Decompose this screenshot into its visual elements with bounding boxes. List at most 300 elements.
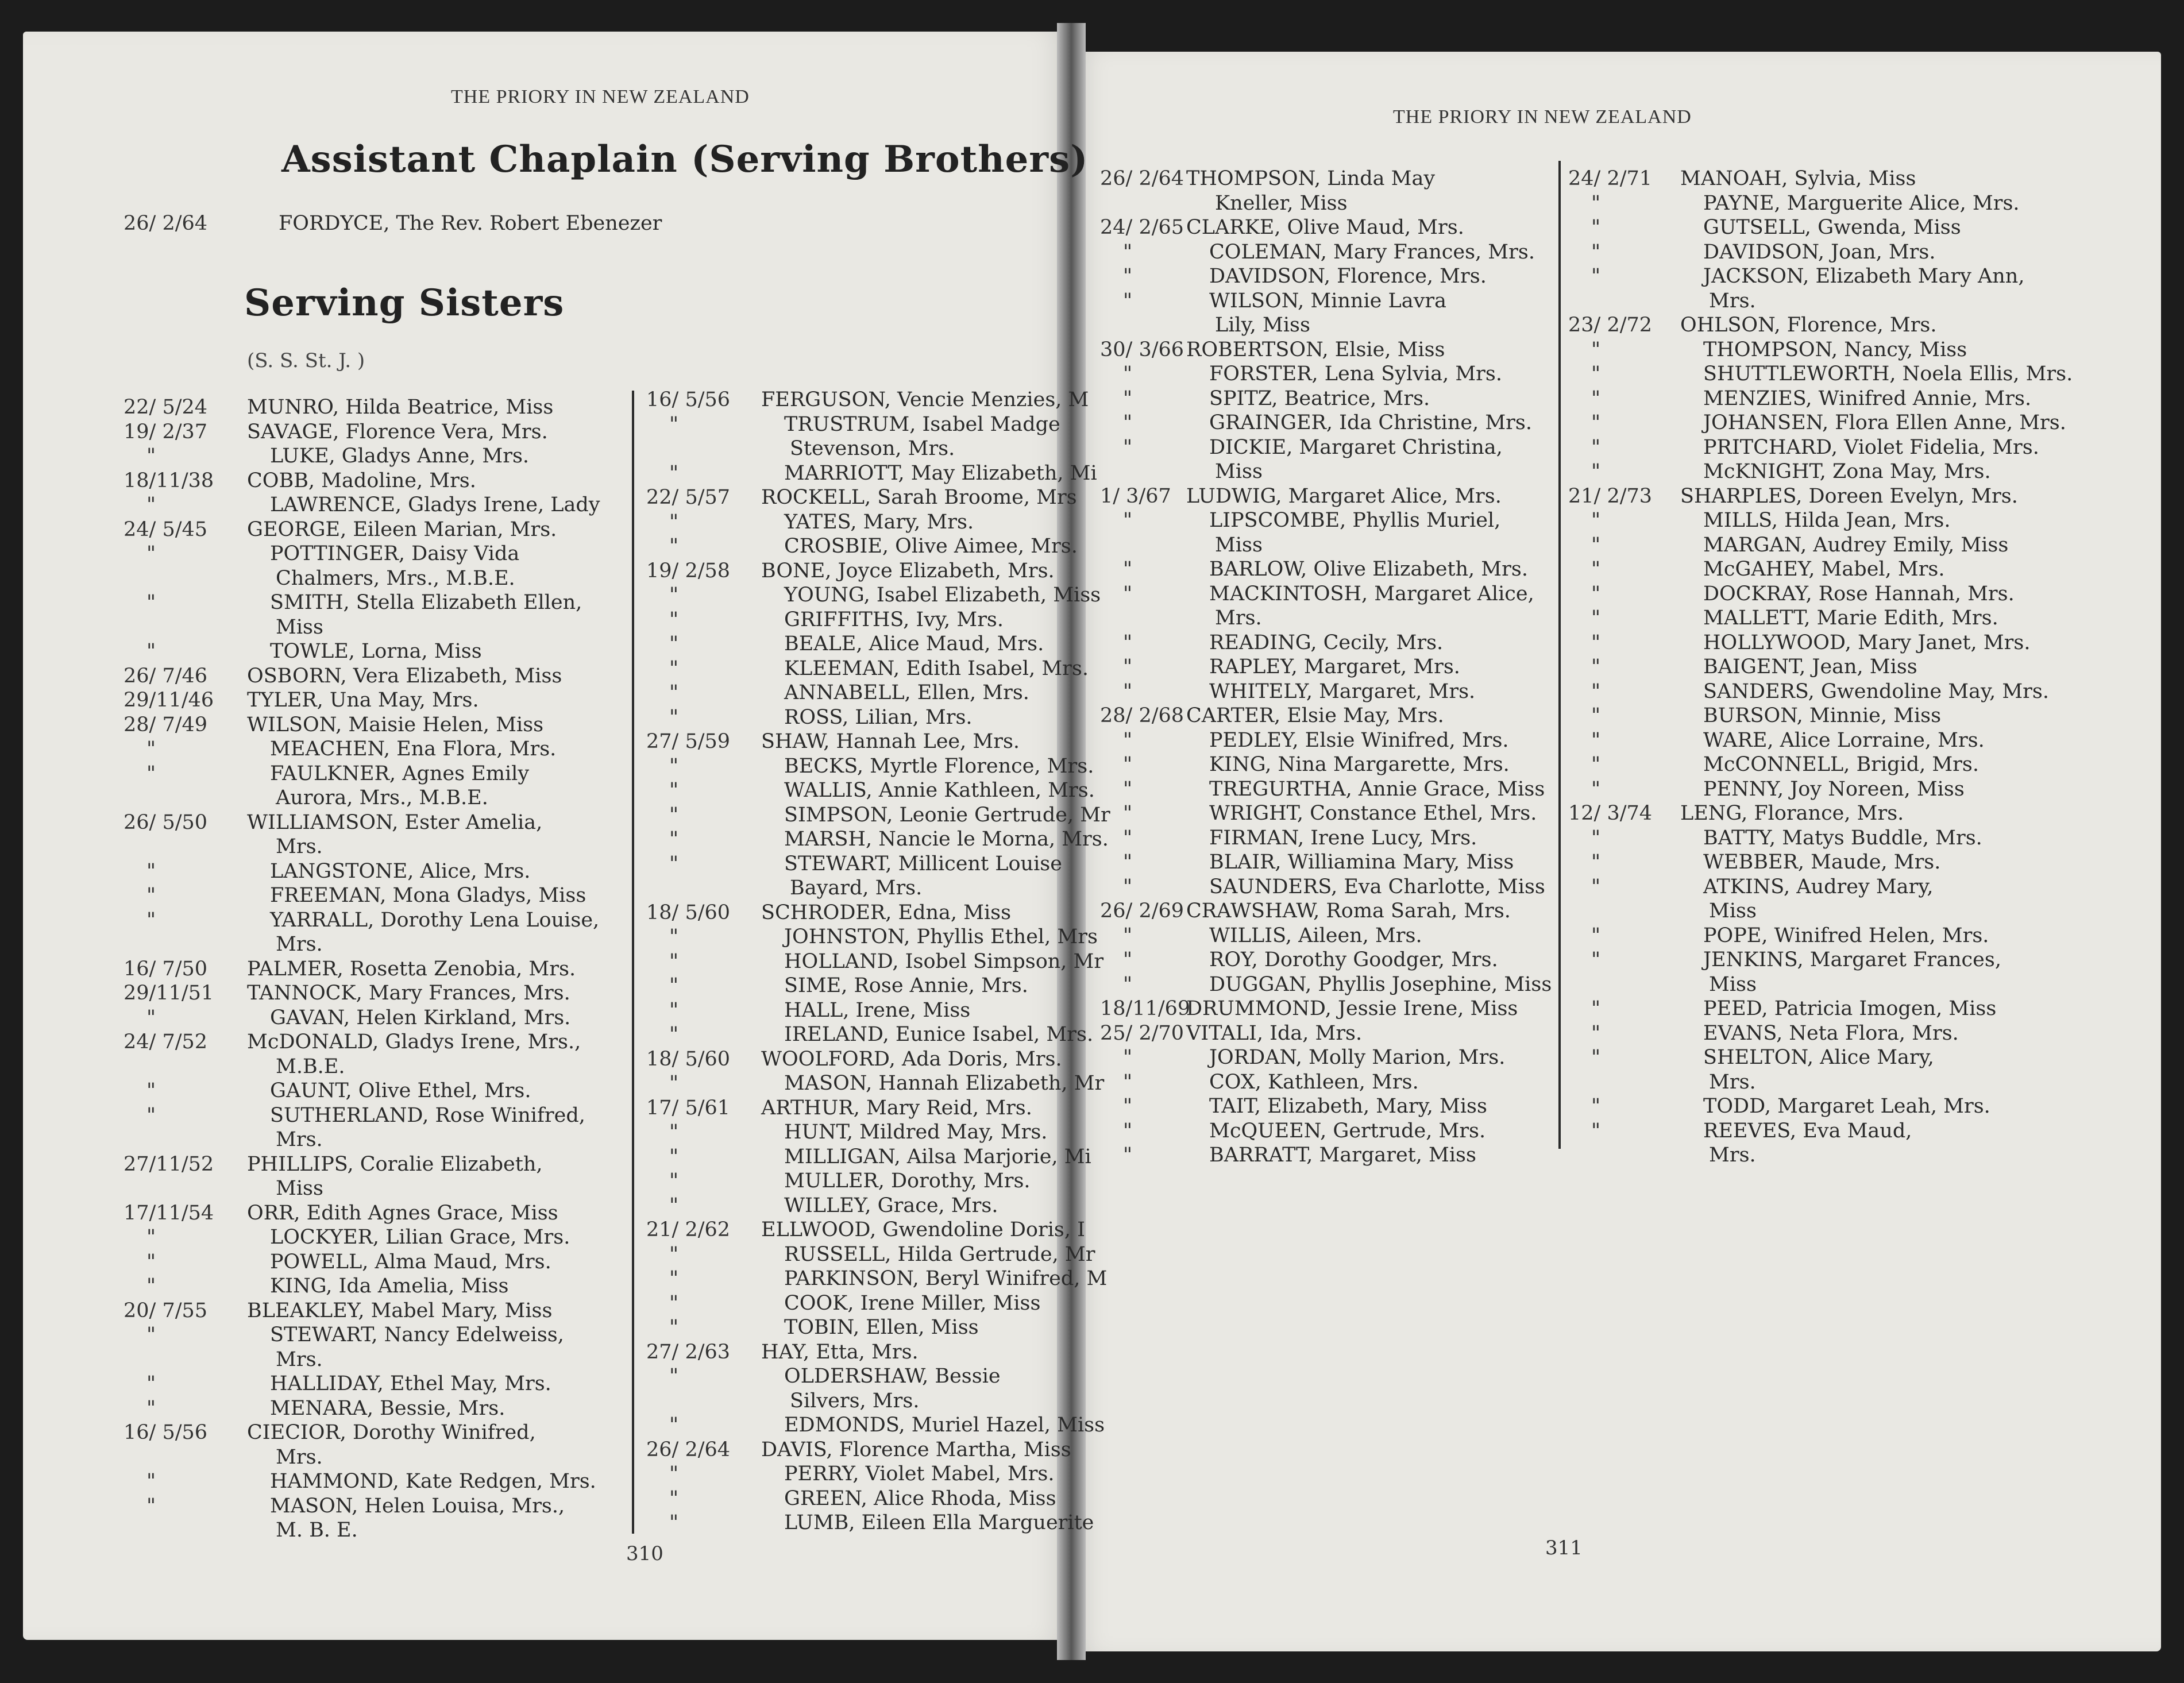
entry-name: PENNY, Joy Noreen, Miss — [1703, 777, 1965, 801]
list-item — [124, 859, 612, 884]
list-item — [1568, 728, 2148, 753]
entry-date: " — [1591, 191, 1601, 215]
entry-date: " — [1123, 875, 1133, 898]
list-item — [1100, 631, 1565, 655]
list-item — [646, 852, 1066, 877]
entry-date: " — [1123, 435, 1133, 459]
entry-date: " — [1591, 607, 1601, 630]
entry-name: DOCKRAY, Rose Hannah, Mrs. — [1703, 582, 2015, 605]
entry-date: 26/ 2/64 — [646, 1438, 731, 1461]
entry-date: " — [1591, 362, 1601, 385]
entry-name: IRELAND, Eunice Isabel, Mrs. — [784, 1023, 1094, 1046]
entry-name: WILSON, Minnie Lavra — [1209, 289, 1446, 312]
entry-name: Chalmers, Mrs., M.B.E. — [276, 566, 515, 590]
entry-name: JACKSON, Elizabeth Mary Ann, — [1703, 265, 2025, 288]
entry-date: 27/11/52 — [124, 1152, 214, 1176]
list-item — [1568, 997, 2148, 1021]
list-item — [124, 688, 612, 713]
left-column-2 — [646, 388, 1110, 1535]
entry-date: " — [669, 974, 679, 997]
entry-name: Mrs. — [276, 1445, 323, 1469]
entry-name: SAUNDERS, Eva Charlotte, Miss — [1209, 875, 1545, 898]
entry-date: " — [669, 1145, 679, 1168]
list-item — [1100, 240, 1565, 265]
list-item — [124, 1055, 612, 1079]
entry-date: " — [146, 1103, 156, 1127]
entry-name: SAVAGE, Florence Vera, Mrs. — [247, 420, 548, 443]
entry-name: Aurora, Mrs., M.B.E. — [276, 786, 488, 809]
list-item — [124, 469, 612, 493]
entry-name: MANOAH, Sylvia, Miss — [1680, 167, 1916, 190]
list-item — [1100, 924, 1565, 948]
list-item — [1568, 264, 2148, 289]
entry-name: TREGURTHA, Annie Grace, Miss — [1209, 777, 1545, 801]
entry-name: WILLIS, Aileen, Mrs. — [1209, 924, 1422, 947]
entry-date: 26/ 2/64 — [1100, 167, 1184, 190]
entry-date: 24/ 5/45 — [124, 518, 208, 541]
list-item — [1100, 289, 1565, 314]
entry-date: " — [1591, 338, 1601, 361]
entry-name: Miss — [1709, 972, 1757, 996]
list-item — [124, 1494, 612, 1519]
list-item — [124, 908, 612, 933]
column-rule — [632, 391, 634, 1534]
entry-name: YARRALL, Dorothy Lena Louise, — [270, 908, 600, 932]
entry-date: " — [146, 591, 156, 614]
entry-name: DAVIDSON, Joan, Mrs. — [1703, 240, 1936, 264]
entry-name: HOLLAND, Isobel Simpson, Mr — [784, 949, 1104, 973]
entry-name: POTTINGER, Daisy Vida — [270, 542, 520, 565]
entry-name: GRIFFITHS, Ivy, Mrs. — [784, 608, 1004, 631]
list-item — [1568, 1143, 2148, 1168]
entry-date: 16/ 5/56 — [124, 1421, 208, 1444]
entry-name: COBB, Madoline, Mrs. — [247, 469, 476, 492]
list-item — [124, 420, 612, 445]
entry-name: ROBERTSON, Elsie, Miss — [1186, 338, 1445, 361]
list-item — [646, 510, 1066, 535]
entry-name: TOBIN, Ellen, Miss — [784, 1316, 979, 1339]
entry-date: 28/ 7/49 — [124, 713, 208, 736]
entry-name: BATTY, Matys Buddle, Mrs. — [1703, 826, 1982, 850]
entry-name: COX, Kathleen, Mrs. — [1209, 1070, 1419, 1094]
entry-date — [1568, 1070, 1680, 1095]
list-item — [124, 1250, 612, 1275]
list-item — [1568, 826, 2148, 851]
list-item — [1100, 972, 1565, 997]
entry-name: Stevenson, Mrs. — [790, 437, 955, 460]
list-item — [1568, 777, 2148, 802]
entry-name: PHILLIPS, Coralie Elizabeth, — [247, 1152, 543, 1176]
entry-date: " — [1123, 509, 1133, 532]
list-item — [1568, 655, 2148, 680]
entry-date — [124, 1348, 247, 1372]
list-item — [124, 1006, 612, 1030]
entry-name: DRUMMOND, Jessie Irene, Miss — [1186, 997, 1518, 1020]
entry-name: SHUTTLEWORTH, Noela Ellis, Mrs. — [1703, 362, 2073, 385]
entry-date — [1100, 313, 1186, 338]
page-number-left: 310 — [626, 1542, 663, 1565]
list-item — [124, 1128, 612, 1152]
entry-date: 18/11/38 — [124, 469, 214, 492]
entry-name: FERGUSON, Vencie Menzies, M — [761, 388, 1089, 411]
list-item — [646, 1438, 1071, 1462]
list-item — [646, 827, 1109, 852]
list-item — [646, 412, 1066, 437]
entry-date — [1568, 899, 1680, 924]
entry-name: LOCKYER, Lilian Grace, Mrs. — [270, 1226, 570, 1249]
entry-date: " — [669, 584, 679, 607]
entry-date: " — [669, 535, 679, 558]
entry-name: EDMONDS, Muriel Hazel, Miss — [784, 1414, 1105, 1437]
entry-date: " — [669, 949, 679, 973]
list-item — [1568, 801, 2148, 826]
list-item — [1100, 997, 1565, 1021]
entry-name: LAWRENCE, Gladys Irene, Lady — [270, 493, 600, 516]
entry-name: HUNT, Mildred May, Mrs. — [784, 1121, 1048, 1144]
list-item — [1100, 508, 1565, 533]
entry-date: " — [669, 1194, 679, 1217]
list-item — [1568, 704, 2148, 728]
list-item — [1568, 1094, 2148, 1119]
entry-date: " — [1591, 704, 1601, 727]
entry-name: KLEEMAN, Edith Isabel, Mrs. — [784, 657, 1089, 680]
entry-date: 21/ 2/62 — [646, 1218, 731, 1241]
entry-date: " — [1123, 972, 1133, 996]
entry-name: WARE, Alice Lorraine, Mrs. — [1703, 728, 1985, 752]
list-item — [646, 901, 1066, 925]
entry-date: " — [669, 754, 679, 778]
entry-name: Lily, Miss — [1215, 314, 1310, 337]
entry-name: YATES, Mary, Mrs. — [784, 510, 974, 534]
sisters-subheading: (S. S. St. J. ) — [247, 349, 365, 372]
list-item — [124, 810, 612, 835]
list-item — [1568, 752, 2148, 777]
entry-date: " — [1123, 1046, 1133, 1069]
list-item — [1100, 215, 1565, 240]
entry-date: " — [146, 762, 156, 785]
entry-name: COOK, Irene Miller, Miss — [784, 1291, 1041, 1315]
entry-name: BARLOW, Olive Elizabeth, Mrs. — [1209, 558, 1528, 581]
list-item — [1568, 1021, 2148, 1046]
list-item — [1100, 850, 1565, 875]
entry-date: " — [1591, 460, 1601, 483]
entry-name: BURSON, Minnie, Miss — [1703, 704, 1942, 727]
list-item — [124, 566, 612, 591]
entry-date: " — [1123, 948, 1133, 971]
entry-name: WRIGHT, Constance Ethel, Mrs. — [1209, 802, 1537, 825]
list-item — [124, 1323, 612, 1348]
entry-name: MASON, Hannah Elizabeth, Mr — [784, 1072, 1105, 1095]
entry-name: Mrs. — [276, 1348, 323, 1371]
list-item — [646, 1145, 1091, 1169]
entry-date: " — [1123, 924, 1133, 947]
entry-name: Mrs. — [276, 835, 323, 858]
entry-date: " — [1123, 655, 1133, 678]
entry-date: " — [146, 493, 156, 516]
list-item — [124, 1225, 612, 1250]
entry-date: " — [1591, 851, 1601, 874]
entry-date: 16/ 7/50 — [124, 957, 208, 981]
entry-date: " — [146, 1470, 156, 1493]
list-item — [646, 998, 1066, 1023]
entry-date: " — [1123, 240, 1133, 264]
entry-name: Miss — [1215, 460, 1263, 483]
entry-date: " — [1123, 802, 1133, 825]
list-item — [646, 1487, 1066, 1511]
entry-date: 25/ 2/70 — [1100, 1021, 1184, 1045]
entry-name: MILLIGAN, Ailsa Marjorie, Mi — [784, 1145, 1091, 1168]
list-item — [1568, 924, 2148, 948]
list-item — [646, 461, 1097, 486]
entry-date: " — [669, 1169, 679, 1192]
entry-date: " — [669, 925, 679, 948]
list-item — [1100, 1070, 1565, 1095]
list-item — [646, 1462, 1066, 1487]
list-item — [1568, 411, 2148, 435]
entry-name: GEORGE, Eileen Marian, Mrs. — [247, 518, 557, 541]
list-item — [124, 737, 612, 762]
entry-date — [1568, 289, 1680, 314]
entry-date: " — [146, 908, 156, 932]
entry-name: PARKINSON, Beryl Winifred, M — [784, 1267, 1108, 1290]
list-item — [124, 1348, 612, 1372]
entry-name: CROSBIE, Olive Aimee, Mrs. — [784, 535, 1078, 558]
entry-date: " — [669, 1414, 679, 1437]
entry-date: " — [669, 828, 679, 851]
entry-name: PAYNE, Marguerite Alice, Mrs. — [1703, 191, 2020, 215]
entry-date: 18/11/69 — [1100, 997, 1191, 1020]
list-item — [646, 974, 1066, 998]
list-item — [124, 1103, 612, 1128]
entry-name: ELLWOOD, Gwendoline Doris, I — [761, 1218, 1085, 1241]
entry-date: " — [1123, 558, 1133, 581]
list-item — [1568, 631, 2148, 655]
entry-date — [124, 1518, 247, 1543]
list-item — [646, 778, 1095, 803]
entry-name: BLAIR, Williamina Mary, Miss — [1209, 851, 1514, 874]
entry-date: " — [1123, 1119, 1133, 1142]
entry-date — [1100, 606, 1186, 631]
entry-name: BONE, Joyce Elizabeth, Mrs. — [761, 559, 1055, 582]
entry-name: LUMB, Eileen Ella Marguerite — [784, 1511, 1094, 1534]
entry-date: " — [1123, 753, 1133, 776]
entry-name: LENG, Florance, Mrs. — [1680, 802, 1904, 825]
entry-name: TAIT, Elizabeth, Mary, Miss — [1209, 1095, 1487, 1118]
entry-date: 19/ 2/37 — [124, 420, 208, 443]
sisters-heading: Serving Sisters — [244, 281, 565, 325]
entry-date: " — [146, 1372, 156, 1395]
entry-date: " — [669, 1267, 679, 1290]
entry-date: " — [1123, 1070, 1133, 1094]
entry-date: 16/ 5/56 — [646, 388, 731, 411]
entry-name: OSBORN, Vera Elizabeth, Miss — [247, 664, 562, 688]
entry-date: " — [669, 657, 679, 680]
list-item — [646, 1413, 1105, 1438]
list-item — [124, 395, 612, 420]
entry-date: 23/ 2/72 — [1568, 314, 1653, 337]
list-item — [646, 583, 1101, 608]
entry-date: " — [669, 681, 679, 704]
list-item — [1100, 557, 1565, 582]
list-item — [646, 437, 1066, 461]
entry-name: LUDWIG, Margaret Alice, Mrs. — [1186, 484, 1502, 508]
entry-name: DAVIS, Florence Martha, Miss — [761, 1438, 1071, 1461]
entry-date: " — [669, 412, 679, 436]
entry-date: 22/ 5/24 — [124, 396, 208, 419]
list-item — [646, 949, 1104, 974]
entry-date: " — [1591, 411, 1601, 434]
entry-date: " — [1123, 265, 1133, 288]
entry-name: ROSS, Lilian, Mrs. — [784, 705, 973, 729]
list-item — [1100, 460, 1565, 484]
entry-date: " — [146, 1250, 156, 1273]
list-item — [1568, 167, 2148, 191]
entry-date: " — [669, 1242, 679, 1266]
list-item — [124, 981, 612, 1006]
list-item — [124, 957, 612, 982]
entry-name: MACKINTOSH, Margaret Alice, — [1209, 582, 1534, 605]
list-item — [124, 1030, 612, 1055]
entry-name: Kneller, Miss — [1215, 191, 1348, 215]
entry-date: " — [669, 705, 679, 729]
entry-name: LUKE, Gladys Anne, Mrs. — [270, 445, 530, 468]
entry-date — [646, 876, 761, 901]
entry-name: FIRMAN, Irene Lucy, Mrs. — [1209, 826, 1477, 850]
entry-name: M. B. E. — [276, 1519, 358, 1542]
list-item — [124, 1299, 612, 1323]
entry-date: 29/11/51 — [124, 982, 214, 1005]
running-head-right: THE PRIORY IN NEW ZEALAND — [1393, 106, 1692, 128]
entry-name: DUGGAN, Phyllis Josephine, Miss — [1209, 972, 1552, 996]
entry-name: MUNRO, Hilda Beatrice, Miss — [247, 396, 554, 419]
list-item — [1568, 460, 2148, 484]
list-item — [1100, 435, 1565, 460]
list-item — [124, 883, 612, 908]
list-item — [646, 1120, 1066, 1145]
entry-date — [124, 1055, 247, 1079]
entry-date: " — [1591, 680, 1601, 703]
list-item — [1100, 777, 1565, 802]
entry-date: " — [146, 1323, 156, 1346]
list-item — [1100, 1045, 1565, 1070]
entry-name: PEED, Patricia Imogen, Miss — [1703, 997, 1997, 1020]
entry-date: " — [1123, 289, 1133, 312]
list-item — [1100, 411, 1565, 435]
list-item — [124, 1201, 612, 1226]
entry-date: 26/ 7/46 — [124, 664, 208, 688]
list-item — [1568, 1045, 2148, 1070]
list-item — [124, 1469, 612, 1494]
entry-name: READING, Cecily, Mrs. — [1209, 631, 1444, 654]
entry-name: REEVES, Eva Maud, — [1703, 1119, 1912, 1142]
entry-name: OHLSON, Florence, Mrs. — [1680, 314, 1937, 337]
list-item — [124, 542, 612, 566]
entry-name: HAY, Etta, Mrs. — [761, 1340, 919, 1364]
list-item — [1100, 948, 1565, 972]
entry-name: Mrs. — [1215, 607, 1262, 630]
list-item — [1568, 850, 2148, 875]
entry-name: SHELTON, Alice Mary, — [1703, 1046, 1934, 1069]
entry-date: " — [1123, 728, 1133, 752]
entry-name: ANNABELL, Ellen, Mrs. — [784, 681, 1029, 704]
entry-date: " — [669, 1365, 679, 1388]
entry-name: POWELL, Alma Maud, Mrs. — [270, 1250, 551, 1273]
entry-name: TRUSTRUM, Isabel Madge — [784, 412, 1060, 436]
list-item — [1568, 508, 2148, 533]
list-item — [1568, 948, 2148, 972]
list-item — [1568, 191, 2148, 216]
list-item — [646, 754, 1094, 779]
entry-name: Mrs. — [276, 1128, 323, 1151]
list-item — [1100, 167, 1565, 191]
list-item — [1568, 582, 2148, 607]
entry-date: " — [1591, 1119, 1601, 1142]
entry-name: ORR, Edith Agnes Grace, Miss — [247, 1201, 558, 1225]
entry-date: " — [146, 445, 156, 468]
entry-name: COLEMAN, Mary Frances, Mrs. — [1209, 240, 1535, 264]
list-item — [646, 1511, 1094, 1535]
list-item — [1100, 1021, 1565, 1046]
list-item — [1100, 826, 1565, 851]
entry-name: Mrs. — [1709, 289, 1756, 312]
entry-date: " — [1591, 1095, 1601, 1118]
entry-date — [1568, 972, 1680, 997]
entry-date: 1/ 3/67 — [1100, 484, 1171, 508]
entry-date — [124, 1128, 247, 1152]
entry-date: " — [146, 1079, 156, 1102]
entry-date: " — [669, 1316, 679, 1339]
entry-date: 28/ 2/68 — [1100, 704, 1184, 727]
entry-name: MARRIOTT, May Elizabeth, Mi — [784, 461, 1097, 485]
entry-name: CLARKE, Olive Maud, Mrs. — [1186, 216, 1464, 239]
entry-date — [1100, 191, 1186, 216]
list-item — [124, 1396, 612, 1421]
entry-date: 24/ 7/52 — [124, 1030, 208, 1053]
entry-date: 27/ 5/59 — [646, 730, 731, 753]
entry-name: JORDAN, Molly Marion, Mrs. — [1209, 1046, 1506, 1069]
entry-name: ROY, Dorothy Goodger, Mrs. — [1209, 948, 1498, 971]
entry-name: WILSON, Maisie Helen, Miss — [247, 713, 544, 736]
entry-name: SIME, Rose Annie, Mrs. — [784, 974, 1028, 997]
entry-name: TODD, Margaret Leah, Mrs. — [1703, 1095, 1990, 1118]
entry-date: " — [1591, 875, 1601, 898]
entry-date: " — [1591, 509, 1601, 532]
list-item — [124, 1079, 612, 1103]
list-item — [646, 1267, 1108, 1291]
entry-date: " — [1591, 1046, 1601, 1069]
entry-name: SUTHERLAND, Rose Winifred, — [270, 1103, 585, 1127]
entry-date: 17/ 5/61 — [646, 1096, 731, 1120]
page-number-right: 311 — [1545, 1537, 1583, 1560]
chaplain-heading: Assistant Chaplain (Serving Brothers) — [281, 138, 1089, 181]
entry-name: PALMER, Rosetta Zenobia, Mrs. — [247, 957, 576, 981]
entry-name: THOMPSON, Nancy, Miss — [1703, 338, 1967, 361]
entry-date: " — [1591, 753, 1601, 776]
list-item — [1100, 362, 1565, 387]
list-item — [124, 786, 612, 810]
entry-name: VITALI, Ida, Mrs. — [1186, 1021, 1363, 1045]
entry-name: KING, Ida Amelia, Miss — [270, 1275, 509, 1298]
entry-date: " — [1123, 362, 1133, 385]
entry-date: 24/ 2/71 — [1568, 167, 1653, 190]
entry-date: " — [1591, 435, 1601, 459]
list-item — [124, 518, 612, 542]
list-item — [646, 1169, 1066, 1194]
list-item — [1100, 801, 1565, 826]
list-item — [646, 1071, 1105, 1096]
entry-name: M.B.E. — [276, 1055, 345, 1078]
entry-name: GAVAN, Helen Kirkland, Mrs. — [270, 1006, 571, 1029]
